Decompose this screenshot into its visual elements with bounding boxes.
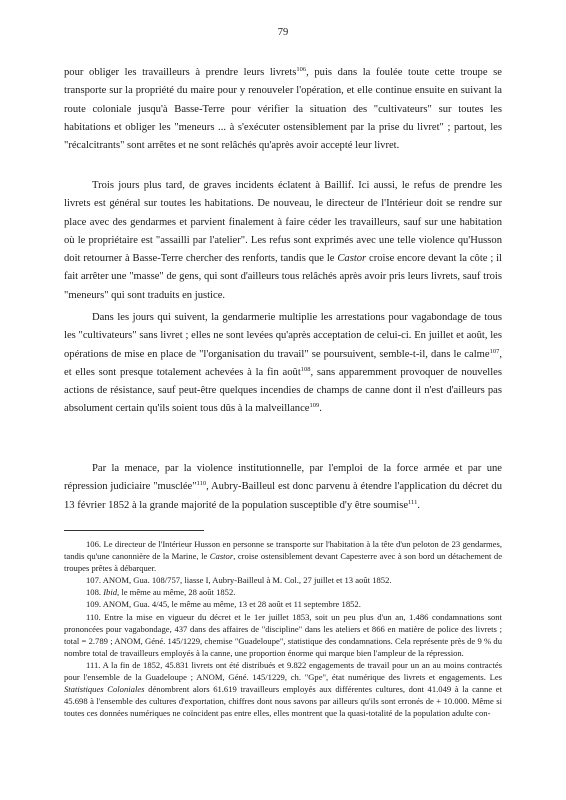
text-run: , croise ostensiblement devant Capesterre avec à son bord un détachement de troupes prêtes à débarquer. [64, 551, 503, 574]
text-run: Trois jours plus tard, de graves incidents éclatent à Baillif. Ici aussi, le refus de prendre les livrets est général sur toutes les habitations. De nouveau, le directeur de l'Intérieur doit se rendre sur place avec des gendarmes et parvient finalement à faire céder les travailleurs, sauf sur une habitation où le propriétaire est "assailli par l'atelier". Les refus sont exprimés avec une telle violence qu'Husson doit retourner à Basse-Terre chercher des renforts, tandis que le [64, 180, 502, 265]
text-run: , Aubry-Bailleul est donc parvenu à étendre l'application du décret du 13 février 1852 à la grande majorité de la population susceptible d'y être soumise [64, 481, 502, 511]
ship-name-italic: Castor [209, 551, 234, 562]
text-run: 110. Entre la mise en vigueur du décret et le 1er juillet 1853, soit un peu plus d'un an, 1.486 condamnations sont prononcées pour vagabondage, 437 dans des affaires de "discipline" dans les ateliers et 866 en matière de police des livrets ; total = 2.789 ; ANOM, Géné. 145/1229, chemise "Guadeloupe", statistique des condamnations. Cela représente près de 9 % du nombre total de travailleurs employés à la canne, une proportion énorme qui marque bien l'ampleur de la répression. [64, 611, 502, 658]
text-run: dénombrent alors 61.619 travailleurs employés aux différentes cultures, dont 41.049 à la canne et 45.698 à l'ensemble des cultures d'exportation, chiffres dont nous savons par ailleurs qu'ils sont erronés de + 10.000. Même si toutes ces données numériques ne coïncident pas entre elles, elles montrent que la quasi-totalité de la population adulte con- [64, 684, 502, 719]
text-run: Par la menace, par la violence institutionnelle, par l'emploi de la force armée et par une répression judiciaire "musclée" [64, 463, 502, 493]
text-run: 107. ANOM, Gua. 108/757, liasse I, Aubry-Bailleul à M. Col., 27 juillet et 13 août 1852. [86, 575, 392, 586]
publication-title-italic: Statistiques Coloniales [64, 684, 145, 695]
footnote-separator [64, 530, 204, 531]
footnote-ref-108[interactable]: 108 [300, 365, 311, 373]
footnotes [64, 538, 502, 719]
paragraph-2 [64, 177, 502, 305]
footnote-ref-106[interactable]: 106 [296, 66, 307, 73]
text-run: 111. A la fin de 1852, 45.831 livrets ont été distribués et 9.822 engagements de travail pour un an au moins contractés pour l'ensemble de la Guadeloupe ; ANOM, Géné. 145/1229, ch. "Gpe", état numérique des livrets et engagements. Les [64, 659, 502, 683]
text-run: , puis dans la foulée toute cette troupe se transporte sur la propriété du maire pour y renouveler l'opération, et elle continue ensuite en suivant la route coloniale jusqu'à Basse-Terre pour vérifier la situation des "cultivateurs" sur toutes les habitations et obliger les "meneurs ... à s'exécuter ostensiblement par la prise du livret" ; partout, les "récalcitrants" sont arrêtes et ne sont relâchés qu'après avoir accepté leur livret. [64, 67, 502, 152]
text-run: , et elles sont presque totalement achevées à la fin août [64, 348, 502, 378]
text-run: . [417, 499, 420, 511]
footnote-ref-110[interactable]: 110 [196, 480, 207, 488]
footnote-ref-109[interactable]: 109 [309, 402, 320, 410]
text-run: , le même au même, 28 août 1852. [117, 587, 236, 598]
footnote-109 [64, 598, 502, 610]
paragraph-1 [64, 64, 502, 155]
text-run: croise encore devant la côte ; il fait arrêter une "masse" de gens, qui sont d'ailleurs tous relâchés après avoir pris leurs livrets, sauf trois "meneurs" qui sont traduits en justice. [64, 253, 502, 301]
footnote-110 [64, 611, 502, 659]
text-run: 106. Le directeur de l'Intérieur Husson en personne se transporte sur l'habitation à la tête d'un peloton de 23 gendarmes, tandis qu'une canonnière de la Marine, le [64, 539, 502, 562]
ibid-italic: Ibid [103, 587, 118, 598]
footnote-111 [64, 659, 502, 719]
paragraph-3 [64, 309, 502, 419]
text-run: Dans les jours qui suivent, la gendarmerie multiplie les arrestations pour vagabondage de tous les "cultivateurs" sans livret ; elles ne sont levées qu'après acceptation de celui-ci. En juillet et août, les opérations de mise en place de "l'organisation du travail" se poursuivent, semble-t-il, dans le calme [64, 312, 502, 360]
text-run: pour obliger les travailleurs à prendre leurs livrets [64, 67, 297, 78]
page-number: 79 [277, 27, 289, 38]
footnote-107 [64, 574, 502, 586]
text-run: , sans apparemment provoquer de nouvelles actions de résistance, sauf peut-être quelques incendies de champs de canne dont il n'est d'ailleurs pas absolument certain qu'ils soient tous dûs à la malveillance [64, 366, 502, 415]
footnote-ref-111[interactable]: 111 [408, 498, 418, 506]
text-run: 108. [86, 587, 104, 598]
text-run: . [319, 403, 322, 415]
footnote-106 [64, 538, 502, 574]
paragraph-4 [64, 460, 502, 515]
ship-name-italic: Castor [337, 253, 367, 265]
footnote-ref-107[interactable]: 107 [489, 347, 500, 355]
text-run: 109. ANOM, Gua. 4/45, le même au même, 13 et 28 août et 11 septembre 1852. [86, 599, 361, 610]
footnote-108 [64, 586, 502, 598]
